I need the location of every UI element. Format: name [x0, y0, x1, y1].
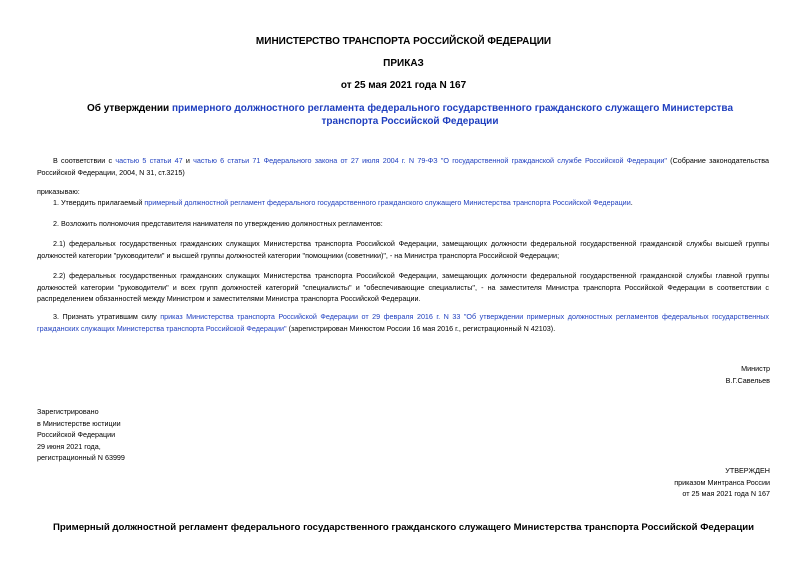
item3-text-1: 3. Признать утратившим силу [53, 312, 161, 321]
registration-block [37, 406, 125, 464]
approved-line: от 25 мая 2021 года N 167 [682, 489, 770, 498]
title-prefix: Об утверждении [86, 103, 172, 114]
item-2-1: 2.1) федеральных государственных гражданских служащих Министерства транспорта Российской Федерации, замещающих должности федеральной государственной гражданской службы высшей группы должностей категории "руководители" и высшей группы должностей категории "помощники (советники)", - на Министра транспорта Российской Федерации; [37, 239, 769, 260]
para1-link-1[interactable]: частью 5 статьи 47 [115, 156, 183, 165]
item3-link[interactable]: приказ Министерства транспорта Российской Федерации от 29 февраля 2016 г. N 33 "Об утверждении примерных должностных регламентов федеральных государственных гражданских служащих Министерства транспорта Российской Федерации" [37, 312, 769, 333]
signature-block [726, 363, 770, 386]
title-link[interactable]: примерного должностного регламента федерального государственного гражданского служащего Министерства транспорта Российской Федерации [171, 103, 734, 127]
para1-text-3: (Собрание законодательства Российской Федерации, 2004, N 31, ст.3215) [37, 156, 769, 177]
para1-text-1: В соответствии с [53, 156, 116, 165]
registration-line: Российской Федерации [37, 430, 116, 439]
doc-date-number: от 25 мая 2021 года N 167 [340, 80, 467, 91]
item-3 [37, 311, 769, 334]
item1-text-2: . [630, 198, 633, 207]
approved-line: приказом Минтранса России [674, 477, 770, 487]
item-1 [37, 197, 769, 209]
doc-type-heading: ПРИКАЗ [383, 58, 424, 69]
item3-text-2: (зарегистрирован Минюстом России 16 мая 2016 г., регистрационный N 42103). [286, 323, 556, 333]
item-2: 2. Возложить полномочия представителя нанимателя по утверждению должностных регламентов: [53, 219, 383, 228]
para1-link-2[interactable]: частью 6 статьи 71 Федерального закона от 27 июля 2004 г. N 79-ФЗ "О государственной гражданской службе Российской Федерации" [193, 156, 667, 165]
prikazyvayu: приказываю: [37, 187, 80, 196]
document-title [70, 102, 750, 128]
item1-link[interactable]: примерный должностной регламент федерального государственного гражданского служащего Министерства транспорта Российской Федерации [144, 198, 631, 207]
registration-line: 29 июня 2021 года, [37, 441, 101, 451]
approved-block [674, 465, 770, 500]
paragraph-basis [37, 155, 769, 178]
signature-position: Министр [741, 364, 770, 373]
approved-line: УТВЕРЖДЕН [725, 466, 770, 475]
registration-line: Зарегистрировано [37, 407, 99, 416]
item-2-2: 2.2) федеральных государственных гражданских служащих Министерства транспорта Российской Федерации, замещающих должности федеральной государственной гражданской службы главной группы должностей категории "руководители" и всех групп должностей категорий "специалисты" и "обеспечивающие специалисты", - на заместителя Министра транспорта Российской Федерации в соответствии с распределением обязанностей между Министром и заместителями Министра транспорта Российской Федерации. [37, 271, 769, 303]
item1-text-1: 1. Утвердить прилагаемый [53, 198, 145, 207]
regulation-title: Примерный должностной регламент федерального государственного гражданского служащего Министерства транспорта Российской Федерации [52, 522, 755, 533]
registration-line: регистрационный N 63999 [37, 453, 125, 462]
signature-name: В.Г.Савельев [725, 375, 770, 385]
registration-line: в Министерстве юстиции [37, 418, 121, 428]
ministry-heading: МИНИСТЕРСТВО ТРАНСПОРТА РОССИЙСКОЙ ФЕДЕРАЦИИ [255, 36, 552, 47]
para1-text-2: и [182, 156, 194, 165]
